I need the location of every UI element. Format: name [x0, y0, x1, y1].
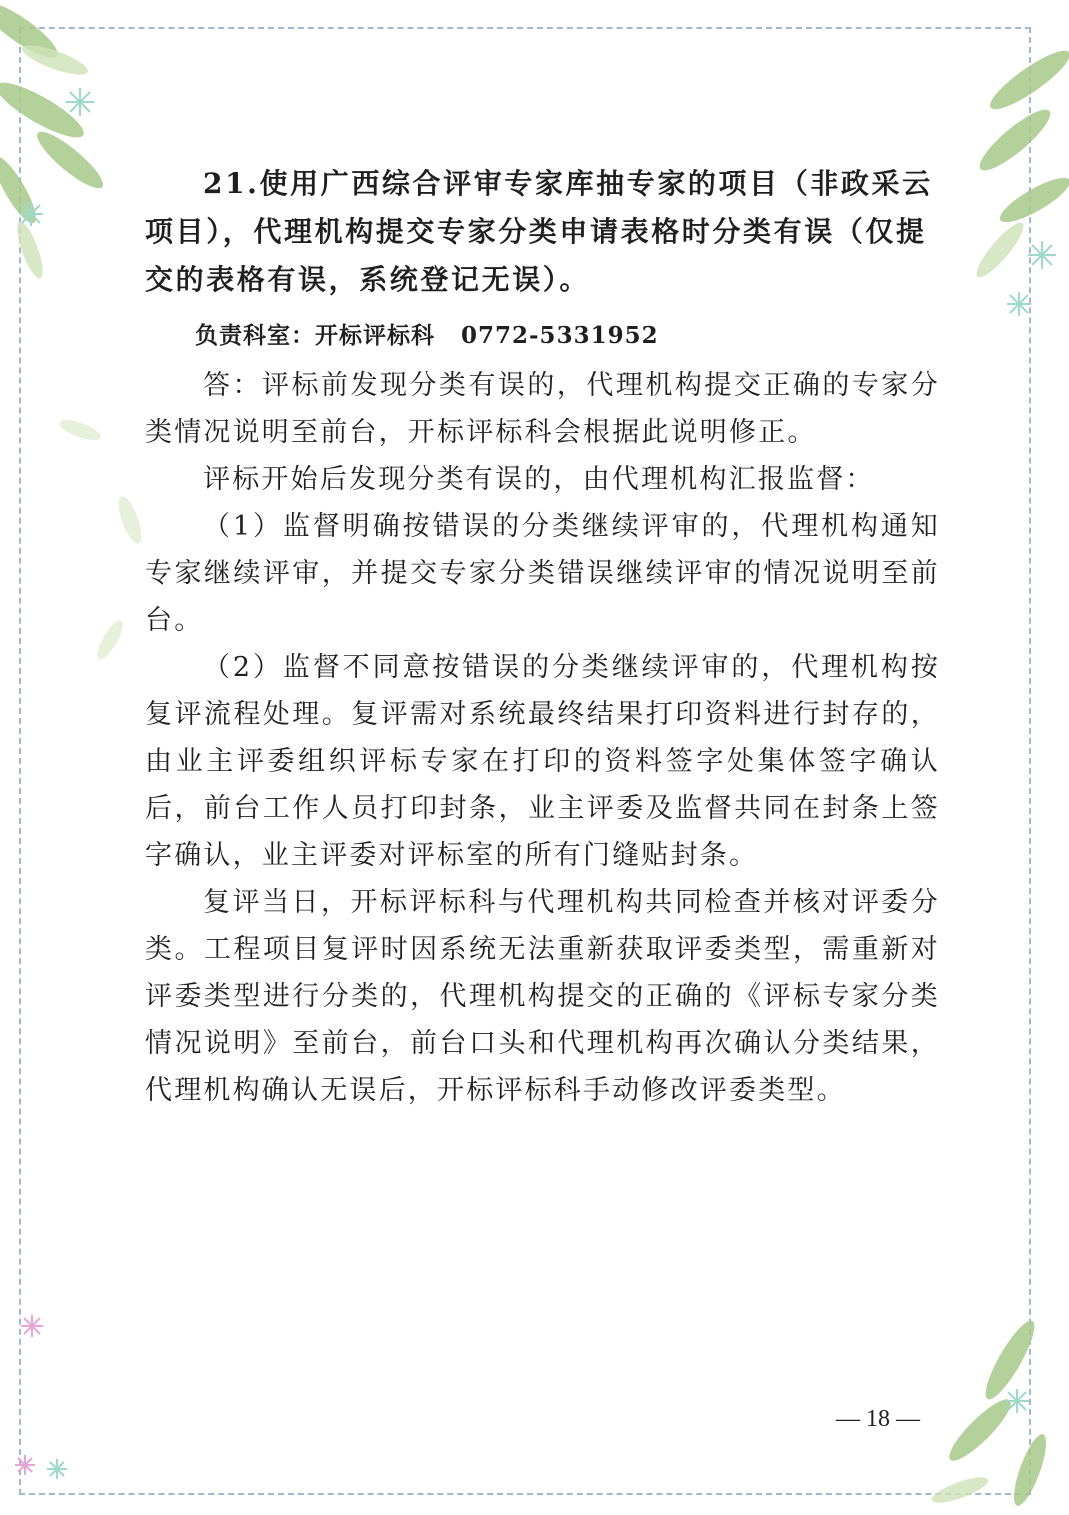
document-body [145, 160, 940, 1114]
department-label: 负责科室：开标评标科 [195, 322, 435, 349]
page-number: — 18 — [836, 1406, 920, 1432]
answer-paragraph: 评标开始后发现分类有误的，由代理机构汇报监督： [203, 464, 875, 495]
department-phone: 0772-5331952 [461, 322, 659, 349]
answer-paragraph: 答：评标前发现分类有误的，代理机构提交正确的专家分类情况说明至前台，开标评标科会根据此说明修正。 [145, 370, 940, 448]
answer-paragraph: （1）监督明确按错误的分类继续评审的，代理机构通知专家继续评审，并提交专家分类错误继续评审的情况说明至前台。 [145, 511, 940, 636]
answer-paragraph: （2）监督不同意按错误的分类继续评审的，代理机构按复评流程处理。复评需对系统最终结果打印资料进行封存的，由业主评委组织评标专家在打印的资料签字处集体签字确认后，前台工作人员打印封条，业主评委及监督共同在封条上签字确认，业主评委对评标室的所有门缝贴封条。 [145, 652, 940, 871]
responsible-department [145, 316, 940, 356]
question-title: 21.使用广西综合评审专家库抽专家的项目（非政采云项目），代理机构提交专家分类申请表格时分类有误（仅提交的表格有误，系统登记无误）。 [145, 167, 933, 296]
answer-paragraph: 复评当日，开标评标科与代理机构共同检查并核对评委分类。工程项目复评时因系统无法重新获取评委类型，需重新对评委类型进行分类的，代理机构提交的正确的《评标专家分类情况说明》至前台，前台口头和代理机构再次确认分类结果，代理机构确认无误后，开标评标科手动修改评委类型。 [145, 887, 940, 1106]
